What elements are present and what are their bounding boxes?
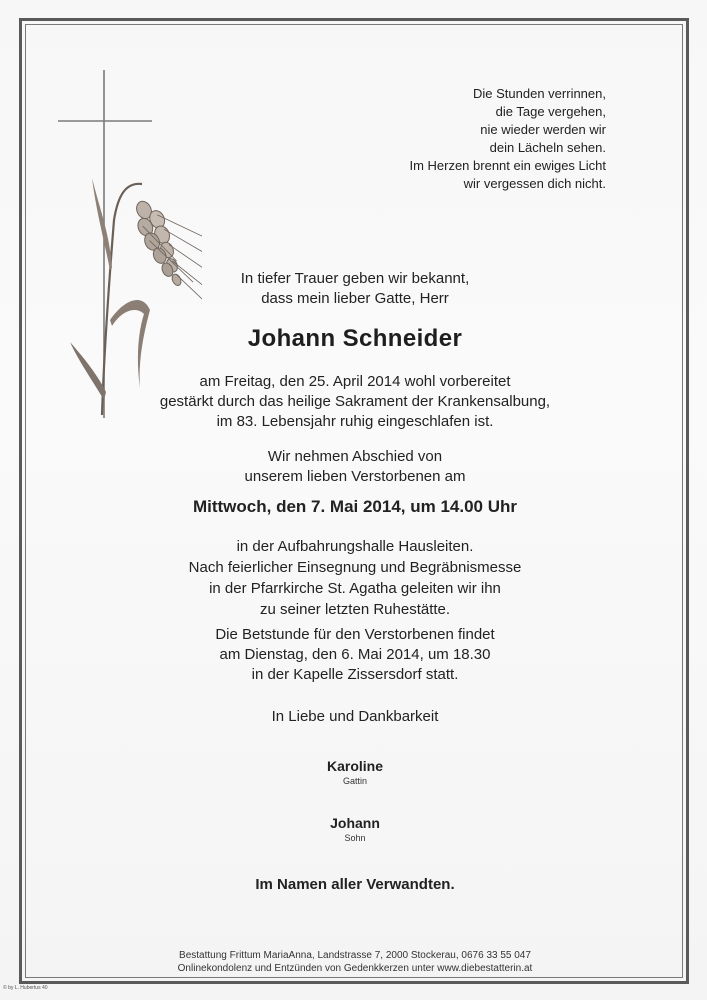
mourner-entry <box>60 758 650 786</box>
poem-line: wir vergessen dich nicht. <box>463 176 606 191</box>
death-line: am Freitag, den 25. April 2014 wohl vorbereitet <box>199 373 511 390</box>
mourner-relation: Sohn <box>344 833 366 843</box>
ceremony-details <box>60 536 650 620</box>
cross-with-wheat-ear-icon <box>52 70 202 420</box>
death-line: im 83. Lebensjahr ruhig eingeschlafen ist. <box>216 413 494 430</box>
deceased-name: Johann Schneider <box>247 325 463 352</box>
mourner-relation: Gattin <box>342 776 367 786</box>
death-line: gestärkt durch das heilige Sakrament der Krankensalbung, <box>159 393 551 410</box>
memorial-poem <box>409 85 606 193</box>
mourner-name: Karoline <box>326 758 383 774</box>
intro-line: In tiefer Trauer geben wir bekannt, <box>240 270 470 287</box>
ceremony-line: zu seiner letzten Ruhestätte. <box>259 601 451 618</box>
poem-line: dein Lächeln sehen. <box>489 140 606 155</box>
death-notice <box>60 372 650 432</box>
prayer-line: am Dienstag, den 6. Mai 2014, um 18.30 <box>219 646 491 663</box>
closing-phrase: In Liebe und Dankbarkeit <box>271 708 439 725</box>
funeral-home-footer <box>60 949 650 975</box>
image-credit: © by L. Hubertus 40 <box>3 985 48 991</box>
poem-line: nie wieder werden wir <box>480 122 606 137</box>
prayer-hour-notice <box>60 625 650 685</box>
farewell-line: unserem lieben Verstorbenen am <box>244 468 466 485</box>
ceremony-line: Nach feierlicher Einsegnung und Begräbnismesse <box>188 559 522 576</box>
prayer-line: Die Betstunde für den Verstorbenen findet <box>215 626 495 643</box>
all-relatives-signoff: Im Namen aller Verwandten. <box>255 876 455 893</box>
poem-line: Im Herzen brennt ein ewiges Licht <box>409 158 606 173</box>
footer-address: Bestattung Frittum MariaAnna, Landstrasse 7, 2000 Stockerau, 0676 33 55 047 <box>179 950 531 961</box>
mourner-entry <box>60 815 650 843</box>
poem-line: die Tage vergehen, <box>495 104 606 119</box>
prayer-line: in der Kapelle Zissersdorf statt. <box>251 666 459 683</box>
farewell-text <box>60 447 650 487</box>
poem-line: Die Stunden verrinnen, <box>473 86 606 101</box>
footer-online-condolence: Onlinekondolenz und Entzünden von Gedenkkerzen unter www.diebestatterin.at <box>177 963 533 974</box>
intro-line: dass mein lieber Gatte, Herr <box>261 290 449 307</box>
mourner-name: Johann <box>330 815 380 831</box>
farewell-line: Wir nehmen Abschied von <box>267 448 443 465</box>
announcement-intro <box>60 269 650 309</box>
ceremony-line: in der Pfarrkirche St. Agatha geleiten wir ihn <box>209 580 501 597</box>
ceremony-line: in der Aufbahrungshalle Hausleiten. <box>236 538 474 555</box>
funeral-date: Mittwoch, den 7. Mai 2014, um 14.00 Uhr <box>192 497 518 516</box>
